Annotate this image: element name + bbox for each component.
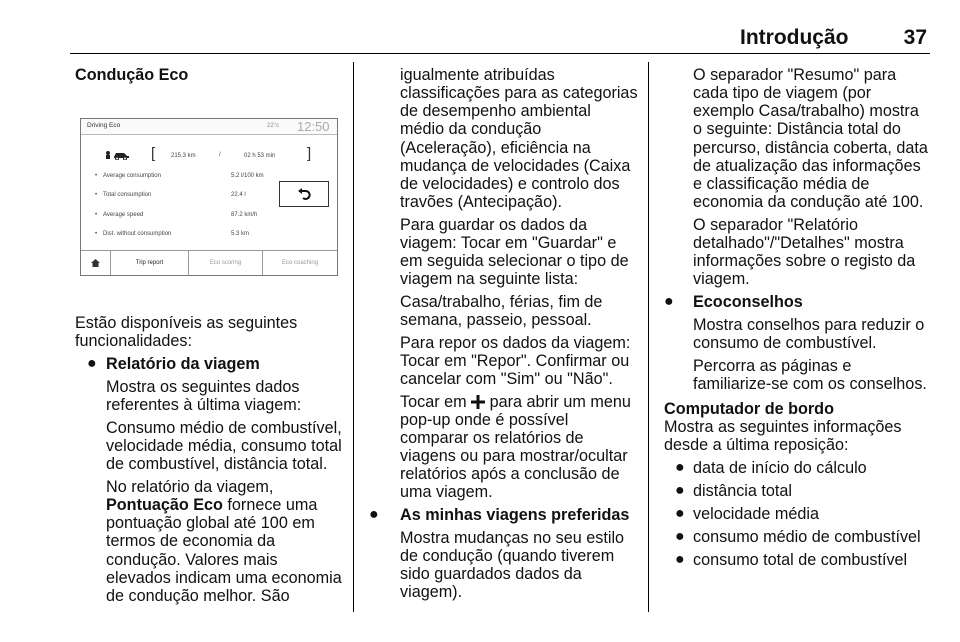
summary-distance: 215.3 km xyxy=(171,153,196,159)
text-line: relatórios após a conclusão de xyxy=(400,465,620,483)
text-line: de atualização das informações xyxy=(693,157,921,175)
intro-line: Estão disponíveis as seguintes xyxy=(75,314,298,332)
page-number: 37 xyxy=(903,26,927,49)
summary-duration: 02 h 53 min xyxy=(244,153,276,159)
bullet-dot: ● xyxy=(675,551,685,568)
screen-tab-bar xyxy=(81,250,337,275)
text-line: condução. Valores mais xyxy=(106,551,278,569)
text-line: de velocidades) e controlo dos xyxy=(400,175,620,193)
text-fragment: fornece uma xyxy=(222,496,318,514)
bullet-dot: ● xyxy=(675,505,685,522)
section-title-computador-bordo: Computador de bordo xyxy=(664,400,834,418)
screenshot-driving-eco xyxy=(80,118,338,276)
summary-bracket-left: [ xyxy=(151,145,156,162)
summary-separator: / xyxy=(219,152,221,158)
text-line: (Aceleração), eficiência na xyxy=(400,139,591,157)
text-line: referentes à última viagem: xyxy=(106,396,302,414)
screen-time: 12:50 xyxy=(297,119,330,134)
bullet-dot: ● xyxy=(675,482,685,499)
text-line: Mostra mudanças no seu estilo xyxy=(400,529,625,547)
text-line: exemplo Casa/trabalho) mostra xyxy=(693,102,919,120)
reset-button[interactable] xyxy=(279,181,329,207)
list-item: velocidade média xyxy=(693,505,819,523)
row-bullet: • xyxy=(95,192,98,198)
car-icon xyxy=(105,150,131,160)
row-value: 5.3 km xyxy=(231,231,250,237)
text-line: pop-up onde é possível xyxy=(400,411,569,429)
row-value: 87.2 km/h xyxy=(231,212,258,218)
list-item: distância total xyxy=(693,482,792,500)
home-icon xyxy=(91,259,100,267)
text-line: viagem. xyxy=(693,270,750,288)
text-line xyxy=(106,496,317,515)
text-line: mudança de velocidades (Caixa xyxy=(400,157,631,175)
item-title-ecoconselhos: Ecoconselhos xyxy=(693,293,803,311)
text-line: Para guardar os dados da xyxy=(400,216,588,234)
tab-trip-report[interactable]: Trip report xyxy=(111,251,189,275)
list-item: consumo total de combustível xyxy=(693,551,908,569)
item-title-relatorio-viagem: Relatório da viagem xyxy=(106,355,260,373)
row-label: Dist. without consumption xyxy=(103,231,172,237)
text-line: desde a última reposição: xyxy=(664,436,849,454)
text-line: em seguida selecionar o tipo de xyxy=(400,252,629,270)
tab-eco-coaching[interactable]: Eco coaching xyxy=(281,260,319,266)
screen-titlebar xyxy=(81,119,337,135)
text-line: de condução melhor. São xyxy=(106,587,290,605)
text-line: economia da condução até 100. xyxy=(693,193,924,211)
text-line: cada tipo de viagem (por xyxy=(693,84,872,102)
text-line: igualmente atribuídas xyxy=(400,66,555,84)
text-line: percurso, distância coberta, data xyxy=(693,139,928,157)
text-line: Tocar em "Repor". Confirmar ou xyxy=(400,352,630,370)
bullet-dot: ● xyxy=(664,293,674,310)
text-line: o seguinte: Distância total do xyxy=(693,120,901,138)
undo-icon xyxy=(297,187,313,201)
text-line: viagem: Tocar em "Guardar" e xyxy=(400,234,617,252)
text-line: médio da condução xyxy=(400,120,542,138)
summary-bracket-right: ] xyxy=(307,145,312,162)
bullet-dot: ● xyxy=(675,528,685,545)
text-line: viagens ou para mostrar/ocultar xyxy=(400,447,628,465)
text-line: pontuação global até 100 em xyxy=(106,514,315,532)
bullet-dot: ● xyxy=(675,459,685,476)
item-title-minhas-viagens: As minhas viagens preferidas xyxy=(400,506,630,524)
text-line: de combustível, distância total. xyxy=(106,455,328,473)
row-label: Total consumption xyxy=(103,192,152,198)
text-line: O separador "Resumo" para xyxy=(693,66,897,84)
column-divider-1 xyxy=(353,62,354,612)
text-line: viagem na seguinte lista: xyxy=(400,270,579,288)
text-line: Para repor os dados da viagem: xyxy=(400,334,631,352)
text-line: Percorra as páginas e xyxy=(693,357,852,375)
text-line: Consumo médio de combustível, xyxy=(106,419,342,437)
text-line: elevados indicam uma economia xyxy=(106,569,342,587)
row-bullet: • xyxy=(95,231,98,237)
text-line: classificações para as categorias xyxy=(400,84,638,102)
text-line xyxy=(400,393,631,412)
text-line: Casa/trabalho, férias, fim de xyxy=(400,293,603,311)
bullet-dot: ● xyxy=(369,506,379,523)
row-value: 5.2 l/100 km xyxy=(231,173,264,179)
list-item: consumo médio de combustível xyxy=(693,528,921,546)
list-item: data de início do cálculo xyxy=(693,459,867,477)
header-title: Introdução xyxy=(740,26,849,49)
row-bullet: • xyxy=(95,212,98,218)
text-line: e classificação média de xyxy=(693,175,870,193)
screen-title: Driving Eco xyxy=(87,122,121,129)
text-line: consumo de combustível. xyxy=(693,334,877,352)
text-line: Mostra as seguintes informações xyxy=(664,418,902,436)
section-title-conducao-eco: Condução Eco xyxy=(75,66,189,84)
text-line: de condução (quando tiverem xyxy=(400,547,615,565)
term-pontuacao-eco: Pontuação Eco xyxy=(106,496,223,514)
screen-temp: 22°c xyxy=(267,123,280,129)
text-line: informações sobre o registo da xyxy=(693,252,916,270)
bullet-dot: ● xyxy=(87,355,97,372)
row-value: 22.4 l xyxy=(231,192,246,198)
text-line: comparar os relatórios de xyxy=(400,429,584,447)
text-line: Mostra conselhos para reduzir o xyxy=(693,316,925,334)
text-line: uma viagem. xyxy=(400,483,493,501)
text-line: viagem). xyxy=(400,583,463,601)
row-label: Average consumption xyxy=(103,173,161,179)
header-rule xyxy=(70,53,930,54)
column-divider-2 xyxy=(648,62,649,612)
row-bullet: • xyxy=(95,173,98,179)
intro-line: funcionalidades: xyxy=(75,332,192,350)
text-line: O separador "Relatório xyxy=(693,216,859,234)
text-line: velocidade média, consumo total xyxy=(106,437,342,455)
text-line: de desempenho ambiental xyxy=(400,102,591,120)
text-line: sido guardados dados da xyxy=(400,565,582,583)
tab-eco-scoring[interactable]: Eco scoring xyxy=(189,251,263,275)
text-line: semana, passeio, pessoal. xyxy=(400,311,592,329)
text-line: Mostra os seguintes dados xyxy=(106,378,300,396)
text-line: travões (Antecipação). xyxy=(400,193,562,211)
text-line: cancelar com "Sim" ou "Não". xyxy=(400,370,613,388)
text-line: familiarize-se com os conselhos. xyxy=(693,375,927,393)
row-label: Average speed xyxy=(103,212,144,218)
text-fragment: Tocar em xyxy=(400,393,472,411)
home-tab[interactable] xyxy=(81,251,111,275)
plus-icon xyxy=(471,395,485,409)
text-line: termos de economia da xyxy=(106,532,276,550)
text-line: detalhado"/"Detalhes" mostra xyxy=(693,234,904,252)
text-line: No relatório da viagem, xyxy=(106,478,274,496)
text-fragment: para abrir um menu xyxy=(485,393,631,411)
